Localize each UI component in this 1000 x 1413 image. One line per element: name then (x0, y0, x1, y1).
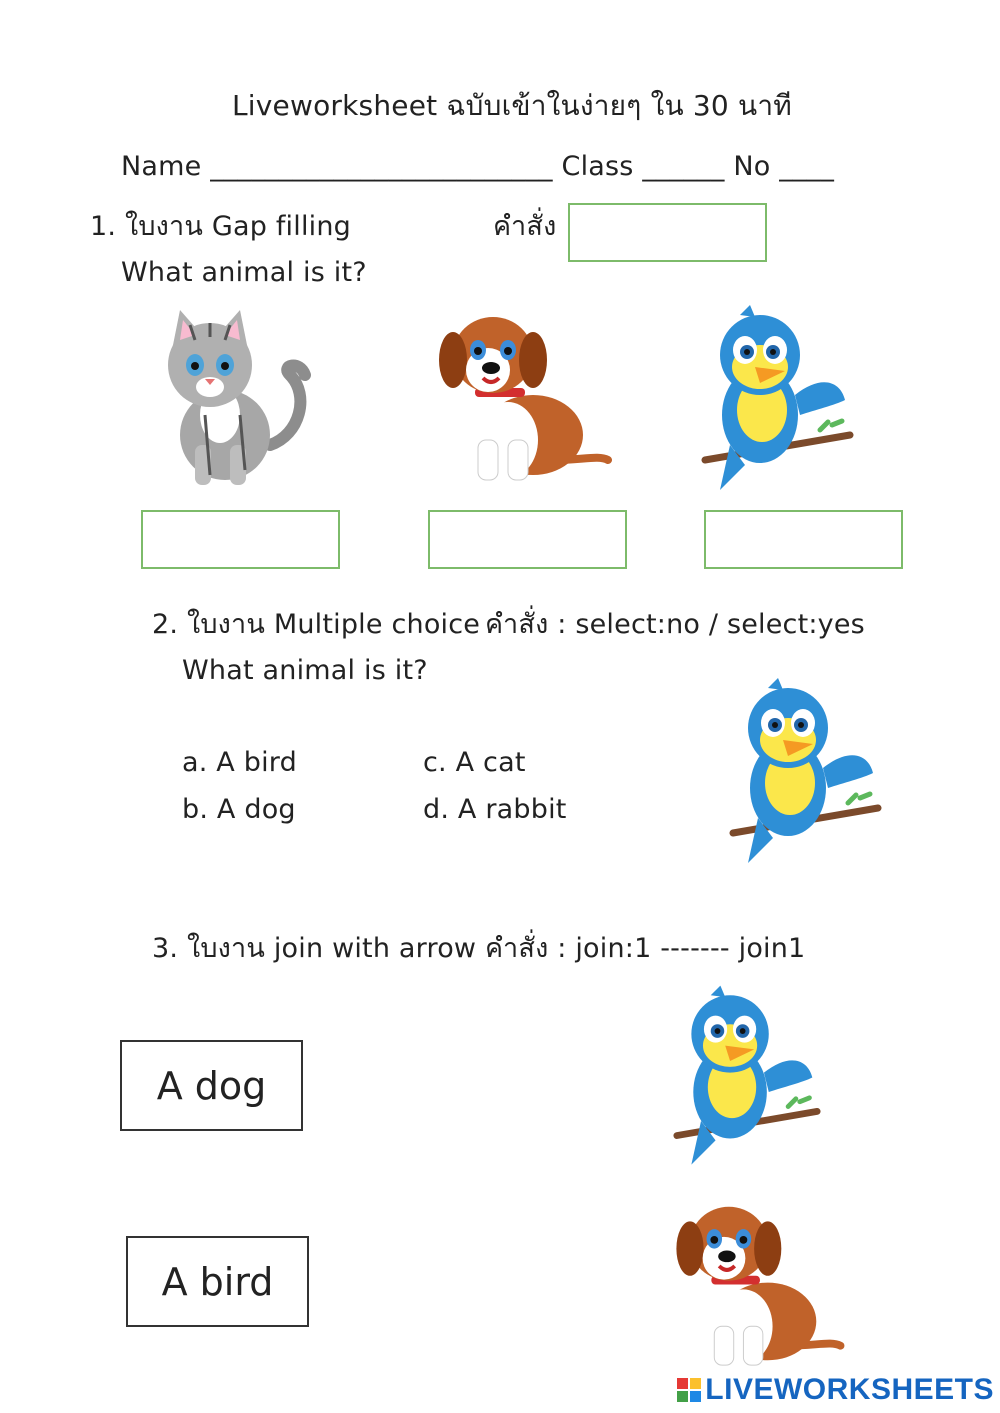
section3-command: คำสั่ง : join:1 ------- join1 (485, 933, 806, 964)
dog-illustration (433, 310, 613, 485)
section1-command-label: คำสั่ง (493, 211, 557, 242)
logo-icon (677, 1378, 701, 1402)
section1-question: What animal is it? (121, 257, 367, 288)
bird-answer-box[interactable] (704, 510, 903, 569)
section2-heading: 2. ใบงาน Multiple choice (152, 609, 481, 640)
bird-illustration[interactable] (672, 985, 822, 1170)
cat-answer-box[interactable] (141, 510, 340, 569)
section2-question: What animal is it? (182, 655, 428, 686)
option-a[interactable]: a. A bird (182, 747, 297, 778)
section2-command: คำสั่ง : select:no / select:yes (485, 609, 865, 640)
bird-illustration (700, 305, 855, 495)
bird-illustration (728, 678, 883, 868)
worksheet-title: Liveworksheet ฉบับเข้าในง่ายๆ ใน 30 นาที (232, 89, 792, 122)
command-input-box[interactable] (568, 203, 767, 262)
section1-heading: 1. ใบงาน Gap filling (90, 211, 352, 242)
option-c[interactable]: c. A cat (423, 747, 526, 778)
option-d[interactable]: d. A rabbit (423, 794, 567, 825)
cat-illustration (150, 305, 330, 490)
word-box-dog[interactable]: A dog (120, 1040, 303, 1131)
student-info-line: Name _________________________ Class ______ No ____ (121, 151, 835, 182)
word-box-bird[interactable]: A bird (126, 1236, 309, 1327)
dog-answer-box[interactable] (428, 510, 627, 569)
dog-illustration[interactable] (668, 1200, 848, 1370)
logo-text: LIVEWORKSHEETS (705, 1373, 994, 1406)
liveworksheets-logo (677, 1373, 994, 1407)
section3-heading: 3. ใบงาน join with arrow (152, 933, 477, 964)
option-b[interactable]: b. A dog (182, 794, 296, 825)
